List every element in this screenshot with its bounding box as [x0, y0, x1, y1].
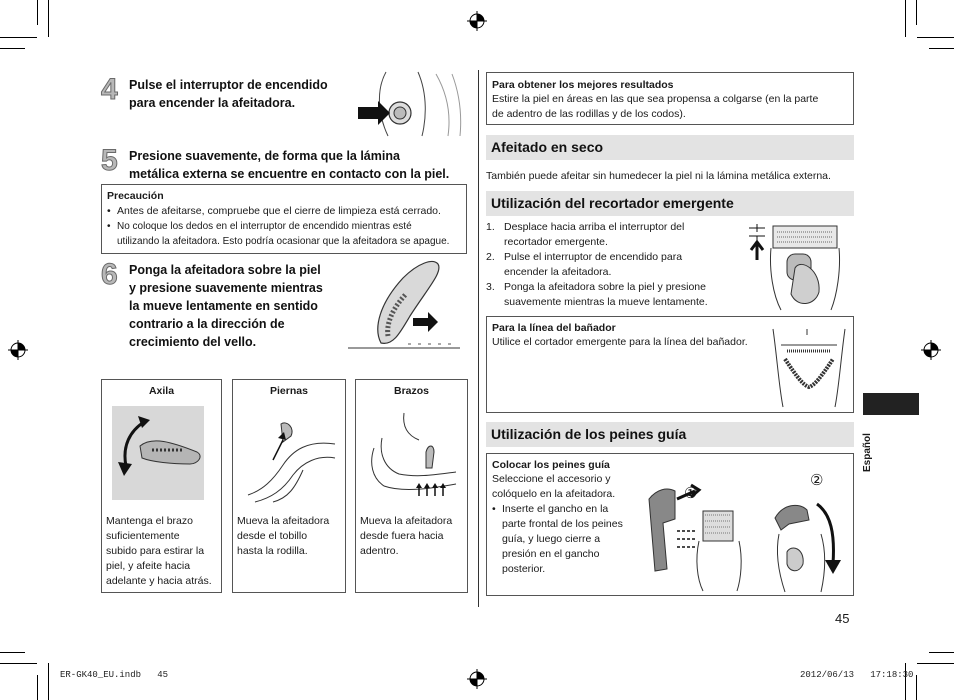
- registration-mark-left: [8, 340, 28, 360]
- best-results-box: [486, 72, 854, 125]
- area-title: Piernas: [270, 385, 308, 397]
- list-item: 3. Ponga la afeitadora sobre la piel y presione suavemente mientras la mueve lentamente.: [486, 281, 708, 308]
- area-box-brazos: [355, 379, 468, 593]
- armpit-illustration: [112, 406, 204, 500]
- caution-box: [101, 184, 467, 254]
- trimmer-steps: [486, 220, 736, 310]
- footer-timestamp: 2012/06/13 17:18:30: [800, 670, 914, 680]
- step-marker-2: ②: [810, 472, 824, 489]
- shaver-on-skin-illustration: [348, 258, 463, 353]
- caution-item: • No coloque los dedos en el interruptor de encendido mientras esté: [107, 219, 461, 234]
- footer-file-info: ER-GK40_EU.indb 45: [60, 670, 169, 680]
- guide-combs-bullet: • Inserte el gancho en la parte frontal de los peines guía, y luego cierre a presión en el gancho posterior.: [492, 502, 848, 577]
- registration-mark-right: [921, 340, 941, 360]
- bikini-text: Utilice el cortador emergente para la línea del bañador.: [492, 336, 748, 348]
- dry-shaving-heading: Afeitado en seco: [486, 135, 854, 160]
- best-results-line: de adentro de las rodillas y de los codos).: [492, 108, 686, 120]
- arms-illustration: [364, 408, 461, 503]
- area-description: Mueva la afeitadora desde el tobillo hasta la rodilla.: [237, 515, 330, 557]
- step-5-text: Presione suavemente, de forma que la lámina metálica externa se encuentre en contacto con la piel.: [129, 149, 450, 181]
- guide-combs-heading: Utilización de los peines guía: [486, 422, 854, 447]
- pop-up-trimmer-illustration: [745, 220, 845, 312]
- registration-mark-bottom: [467, 669, 487, 689]
- page-number: 45: [835, 611, 850, 626]
- caution-title: Precaución: [107, 190, 164, 202]
- column-divider: [478, 70, 479, 607]
- close-comb-illustration: [765, 494, 845, 594]
- bikini-title: Para la línea del bañador: [492, 322, 616, 334]
- registration-mark-top: [467, 11, 487, 31]
- guide-combs-box: [486, 453, 854, 596]
- caution-item-continued: utilizando la afeitadora. Esto podría ocasionar que la afeitadora se apague.: [117, 236, 450, 247]
- step-4-text: Pulse el interruptor de encendido para encender la afeitadora.: [129, 78, 328, 110]
- dry-shaving-text: También puede afeitar sin humedecer la piel ni la lámina metálica externa.: [486, 170, 831, 182]
- bikini-line-box: [486, 316, 854, 413]
- trimmer-heading: Utilización del recortador emergente: [486, 191, 854, 216]
- guide-combs-intro: Seleccione el accesorio y colóquelo en la afeitadora.: [492, 473, 616, 500]
- list-item: 2. Pulse el interruptor de encendido para encender la afeitadora.: [486, 251, 683, 278]
- step-marker-1: ①: [684, 485, 698, 502]
- area-description: Mueva la afeitadora desde fuera hacia adentro.: [360, 515, 453, 557]
- caution-item: • Antes de afeitarse, compruebe que el cierre de limpieza está cerrado.: [107, 204, 461, 219]
- step-number-5: 5: [101, 144, 118, 177]
- step-number-4: 4: [101, 73, 118, 106]
- step-6-text: Ponga la afeitadora sobre la piel y presione suavemente mientras la mueve lentamente en sentido contrario a la dirección de crecimiento del vello.: [129, 263, 323, 349]
- area-title: Axila: [148, 385, 175, 397]
- area-description: Mantenga el brazo suficientemente subido para estirar la piel, y afeite hacia adelante y hacia atrás.: [106, 515, 212, 587]
- best-results-title: Para obtener los mejores resultados: [492, 79, 674, 91]
- language-label: Español: [862, 433, 873, 472]
- language-tab: [863, 393, 919, 415]
- step-number-6: 6: [101, 258, 118, 291]
- power-switch-illustration: [356, 70, 466, 138]
- guide-combs-title: Colocar los peines guía: [492, 459, 610, 471]
- bikini-line-illustration: [769, 327, 849, 407]
- area-box-axila: [101, 379, 222, 593]
- attach-comb-illustration: [647, 479, 757, 591]
- area-title: Brazos: [393, 385, 429, 397]
- list-item: 1. Desplace hacia arriba el interruptor del recortador emergente.: [486, 221, 685, 248]
- area-box-piernas: [232, 379, 346, 593]
- best-results-line: Estire la piel en áreas en las que sea propensa a colgarse (en la parte: [492, 93, 819, 105]
- legs-illustration: [243, 410, 338, 505]
